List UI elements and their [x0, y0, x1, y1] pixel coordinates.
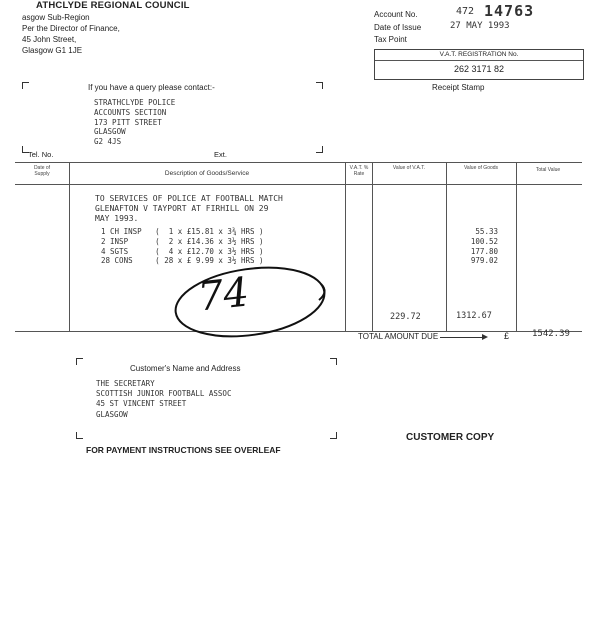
account-label: Account No.: [374, 10, 418, 19]
customer-box-corner: [76, 358, 83, 365]
issuer-address-line: 45 John Street,: [22, 35, 77, 44]
line-item-description: 28 CONS ( 28 x £ 9.99 x 3½ HRS ): [101, 256, 264, 266]
line-item-description: 2 INSP ( 2 x £14.36 x 3½ HRS ): [101, 236, 264, 246]
currency-symbol: £: [504, 331, 510, 341]
table-row: [0, 247, 602, 257]
vat-registration-box: [374, 49, 584, 80]
header-vat-rate: V.A.T. % Rate: [349, 165, 369, 177]
header-goods-value: Value of Goods: [463, 165, 499, 171]
goods-total: 1312.67: [456, 311, 492, 321]
payment-instructions: FOR PAYMENT INSTRUCTIONS SEE OVERLEAF: [86, 445, 281, 455]
query-address-line: GLASGOW: [94, 127, 126, 137]
description-line: TO SERVICES OF POLICE AT FOOTBALL MATCH: [95, 194, 283, 203]
line-item-value: 100.52: [470, 236, 498, 246]
query-address-line: 173 PITT STREET: [94, 117, 162, 127]
date-value: 27 MAY 1993: [450, 21, 510, 31]
customer-address-line: GLASGOW: [96, 409, 128, 419]
query-contact-address: [94, 98, 175, 147]
query-box-corner: [316, 82, 323, 89]
customer-address-line: THE SECRETARY: [96, 379, 155, 388]
header-total-value: Total Value: [535, 167, 561, 173]
query-address-line: STRATHCLYDE POLICE: [94, 98, 176, 107]
date-label: Date of Issue: [374, 23, 422, 32]
customer-label: Customer's Name and Address: [130, 364, 241, 373]
vat-total: 229.72: [390, 312, 421, 322]
vat-registration-number: 262 3171 82: [453, 64, 505, 74]
line-item-value: 177.80: [470, 246, 498, 256]
total-due-label: TOTAL AMOUNT DUE: [358, 332, 439, 341]
customer-address: [96, 379, 231, 420]
issuer-address-line: Per the Director of Finance,: [22, 24, 120, 33]
total-due-arrow-head: [482, 334, 488, 340]
total-due-arrow: [440, 337, 482, 338]
description-line: MAY 1993.: [95, 214, 139, 224]
line-item-value: 55.33: [475, 227, 498, 236]
line-item-description: 4 SGTS ( 4 x £12.70 x 3½ HRS ): [101, 246, 264, 256]
query-address-line: ACCOUNTS SECTION: [94, 107, 167, 117]
grand-total: 1542.39: [532, 329, 570, 339]
query-box-corner: [22, 82, 29, 89]
handwritten-note: 74: [195, 269, 252, 321]
customer-address-line: SCOTTISH JUNIOR FOOTBALL ASSOC: [96, 389, 232, 399]
query-label: If you have a query please contact:-: [88, 83, 215, 92]
header-description: Description of Goods/Service: [164, 170, 250, 177]
issuer-address-line: asgow Sub-Region: [22, 13, 90, 22]
customer-copy-label: CUSTOMER COPY: [406, 432, 495, 443]
customer-box-corner: [330, 432, 337, 439]
header-date-supply: Date of Supply: [33, 165, 51, 177]
table-row: [0, 237, 602, 247]
issuer-address-line: Glasgow G1 1JE: [22, 46, 83, 55]
query-box-corner: [316, 146, 323, 153]
line-item-value: 979.02: [470, 256, 498, 266]
service-description: [95, 194, 283, 225]
receipt-stamp-label: Receipt Stamp: [432, 83, 485, 92]
account-prefix: 472: [456, 6, 475, 17]
query-address-line: G2 4JS: [94, 137, 122, 147]
issuer-address: [22, 12, 120, 56]
description-line: GLENAFTON V TAYPORT AT FIRHILL ON 29: [95, 204, 269, 214]
issuer-name: ATHCLYDE REGIONAL COUNCIL: [36, 0, 190, 11]
tel-label: Tel. No.: [28, 150, 54, 159]
ext-label: Ext.: [214, 150, 227, 159]
header-vat-value: Value of V.A.T.: [392, 165, 426, 171]
customer-address-line: 45 ST VINCENT STREET: [96, 399, 187, 409]
table-row: [0, 227, 602, 237]
tax-point-label: Tax Point: [374, 35, 407, 44]
customer-box-corner: [330, 358, 337, 365]
handwritten-circle: [168, 262, 334, 342]
account-number: 14763: [484, 2, 535, 20]
customer-box-corner: [76, 432, 83, 439]
line-item-description: 1 CH INSP ( 1 x £15.81 x 3¾ HRS ): [101, 227, 264, 236]
vat-registration-label: V.A.T. REGISTRATION No.: [439, 51, 519, 58]
